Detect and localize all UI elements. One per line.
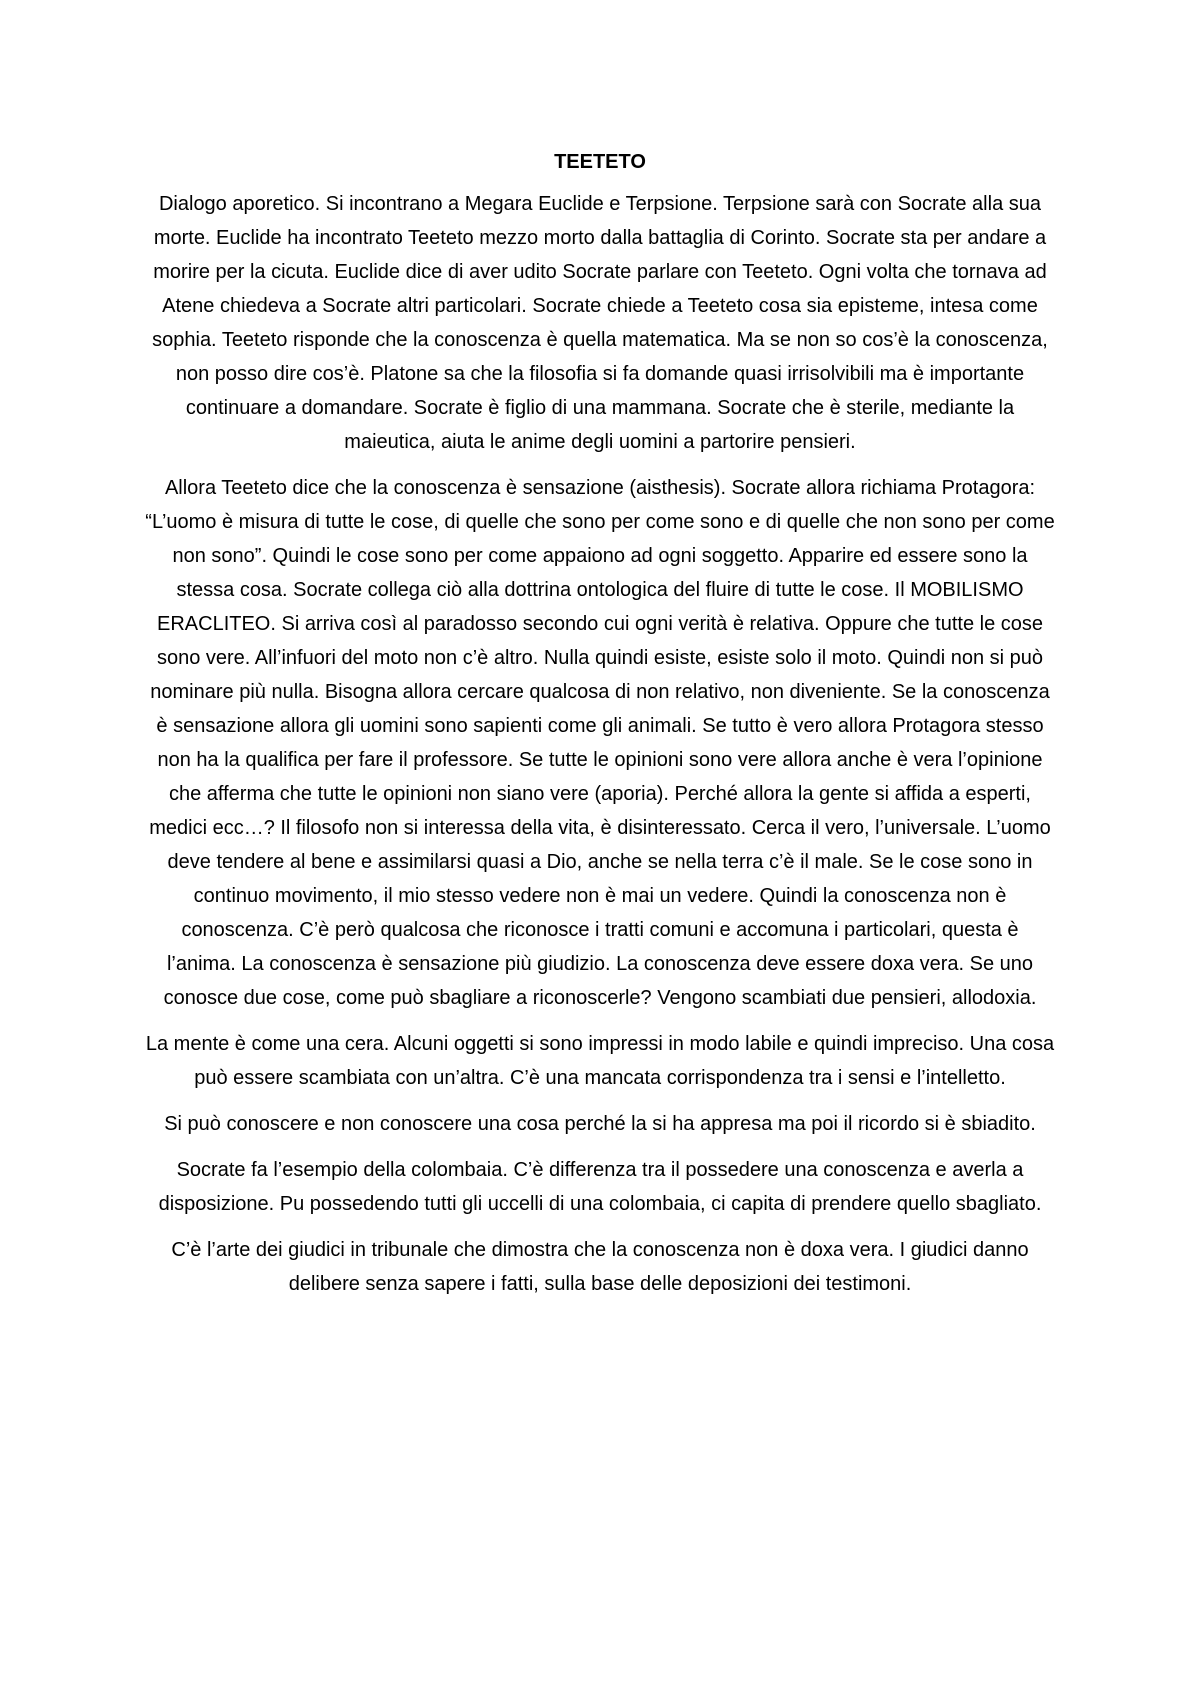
paragraph-intro: Dialogo aporetico. Si incontrano a Megara Euclide e Terpsione. Terpsione sarà con Socrate alla sua morte. Euclide ha incontrato Teeteto mezzo morto dalla battaglia di Corinto. Socrate sta per andare a morire per la cicuta. Euclide dice di aver udito Socrate parlare con Teeteto. Ogni volta che tornava ad Atene chiedeva a Socrate altri particolari. Socrate chiede a Teeteto cosa sia episteme, intesa come sophia. Teeteto risponde che la conoscenza è quella matematica. Ma se non so cos’è la conoscenza, non posso dire cos’è. Platone sa che la filosofia si fa domande quasi irrisolvibili ma è importante continuare a domandare. Socrate è figlio di una mammana. Socrate che è sterile, mediante la maieutica, aiuta le anime degli uomini a partorire pensieri. — [152, 193, 1048, 453]
document-title: TEETETO — [554, 151, 646, 173]
paragraph-protagora: Allora Teeteto dice che la conoscenza è sensazione (aisthesis). Socrate allora richiama Protagora: “L’uomo è misura di tutte le cose, di quelle che sono per come sono e di quelle che non sono per come non sono”. Quindi le cose sono per come appaiono ad ogni soggetto. Apparire ed essere sono la stessa cosa. Socrate collega ciò alla dottrina ontologica del fluire di tutte le cose. Il MOBILISMO ERACLITEO. Si arriva così al paradosso secondo cui ogni verità è relativa. Oppure che tutte le cose sono vere. All’infuori del moto non c’è altro. Nulla quindi esiste, esiste solo il moto. Quindi non si può nominare più nulla. Bisogna allora cercare qualcosa di non relativo, non diveniente. Se la conoscenza è sensazione allora gli uomini sono sapienti come gli animali. Se tutto è vero allora Protagora stesso non ha la qualifica per fare il professore. Se tutte le opinioni sono vere allora anche è vera l’opinione che afferma che tutte le opinioni non siano vere (aporia). Perché allora la gente si affida a esperti, medici ecc…? Il filosofo non si interessa della vita, è disinteressato. Cerca il vero, l’universale. L’uomo deve tendere al bene e assimilarsi quasi a Dio, anche se nella terra c’è il male. Se le cose sono in continuo movimento, il mio stesso vedere non è mai un vedere. Quindi la conoscenza non è conoscenza. C’è però qualcosa che riconosce i tratti comuni e accomuna i particolari, questa è l’anima. La conoscenza è sensazione più giudizio. La conoscenza deve essere doxa vera. Se uno conosce due cose, come può sbagliare a riconoscerle? Vengono scambiati due pensieri, allodoxia. — [145, 477, 1055, 1009]
paragraph-cera: La mente è come una cera. Alcuni oggetti si sono impressi in modo labile e quindi impreciso. Una cosa può essere scambiata con un’altra. C’è una mancata corrispondenza tra i sensi e l’intelletto. — [145, 1033, 1055, 1089]
paragraph-ricordo: Si può conoscere e non conoscere una cosa perché la si ha appresa ma poi il ricordo si è sbiadito. — [164, 1113, 1036, 1135]
paragraph-giudici: C’è l’arte dei giudici in tribunale che dimostra che la conoscenza non è doxa vera. I giudici danno delibere senza sapere i fatti, sulla base delle deposizioni dei testimoni. — [171, 1239, 1029, 1295]
paragraph-colombaia: Socrate fa l’esempio della colombaia. C’è differenza tra il possedere una conoscenza e averla a disposizione. Pu possedendo tutti gli uccelli di una colombaia, ci capita di prendere quello sbagliato. — [158, 1159, 1042, 1215]
